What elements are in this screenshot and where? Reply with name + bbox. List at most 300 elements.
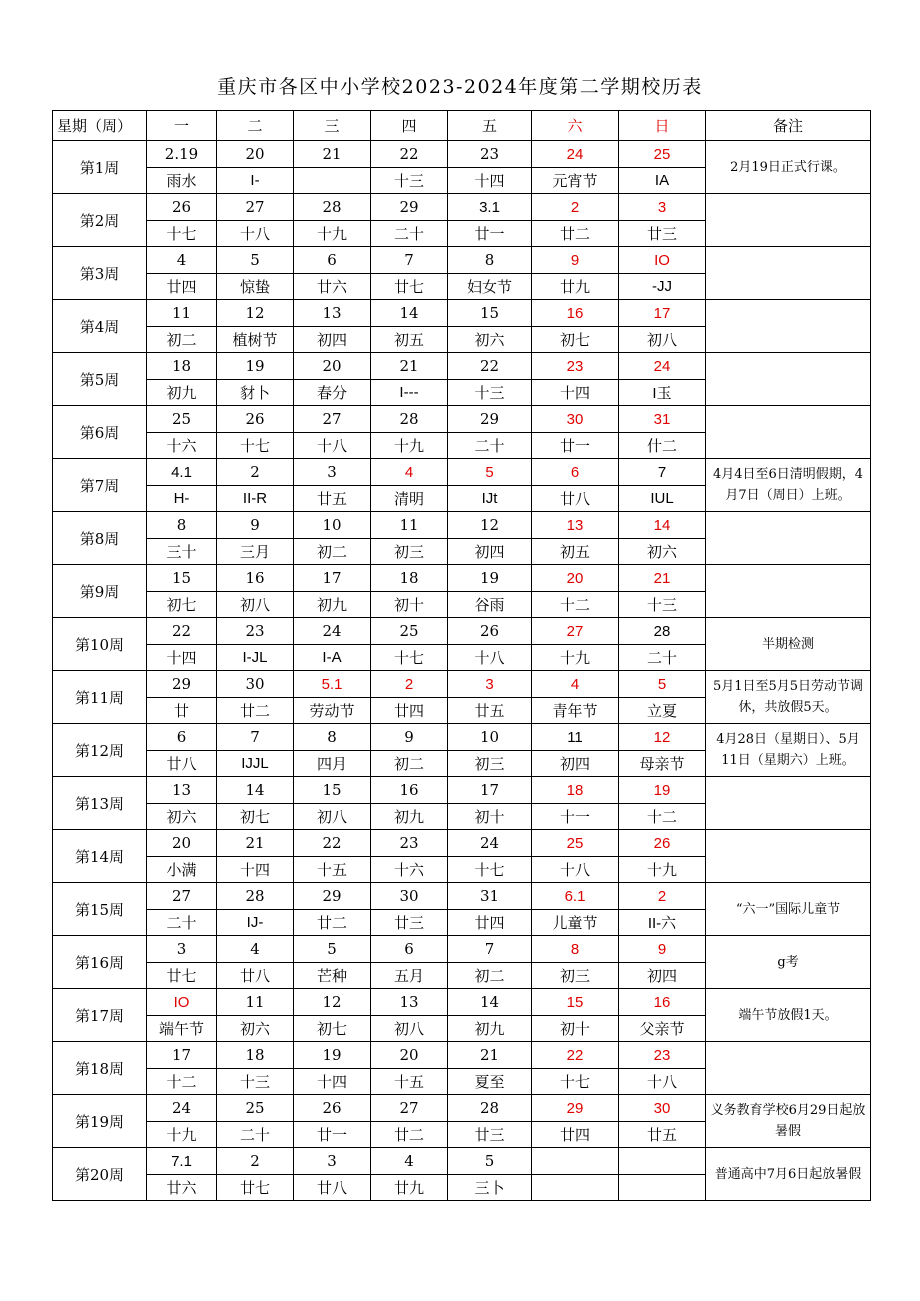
lunar-cell: 端午节 <box>147 1016 217 1042</box>
date-cell: 24 <box>532 141 619 168</box>
date-cell: 14 <box>217 777 294 804</box>
date-cell: 3.1 <box>448 194 532 221</box>
lunar-cell: 初四 <box>448 539 532 565</box>
week-date-row <box>53 1095 871 1122</box>
date-cell: 5 <box>619 671 706 698</box>
date-cell: 8 <box>532 936 619 963</box>
date-cell: 4 <box>371 1148 448 1175</box>
lunar-cell: 立夏 <box>619 698 706 724</box>
note-cell <box>706 565 871 618</box>
lunar-cell: 青年节 <box>532 698 619 724</box>
date-cell: 15 <box>448 300 532 327</box>
date-cell: 31 <box>448 883 532 910</box>
date-cell: 20 <box>147 830 217 857</box>
date-cell: 11 <box>371 512 448 539</box>
date-cell: 26 <box>448 618 532 645</box>
lunar-cell: 廿一 <box>448 221 532 247</box>
lunar-cell: 十八 <box>217 221 294 247</box>
lunar-cell: 十五 <box>294 857 371 883</box>
lunar-cell: 春分 <box>294 380 371 406</box>
date-cell: 15 <box>294 777 371 804</box>
lunar-cell: 初三 <box>448 751 532 777</box>
date-cell: 28 <box>217 883 294 910</box>
date-cell: 26 <box>147 194 217 221</box>
date-cell: 5 <box>448 1148 532 1175</box>
lunar-cell: 十四 <box>448 168 532 194</box>
note-cell <box>706 247 871 300</box>
week-date-row <box>53 247 871 274</box>
note-cell <box>706 353 871 406</box>
lunar-cell: 十九 <box>294 221 371 247</box>
date-cell: 28 <box>294 194 371 221</box>
week-date-row <box>53 618 871 645</box>
date-cell: 24 <box>147 1095 217 1122</box>
date-cell: 22 <box>371 141 448 168</box>
lunar-cell: I--- <box>371 380 448 406</box>
date-cell: 23 <box>217 618 294 645</box>
lunar-cell: I-A <box>294 645 371 671</box>
school-calendar-table <box>52 110 871 1201</box>
lunar-cell: 初三 <box>371 539 448 565</box>
date-cell: 22 <box>294 830 371 857</box>
date-cell: 7.1 <box>147 1148 217 1175</box>
week-date-row <box>53 1148 871 1175</box>
date-cell: 29 <box>448 406 532 433</box>
date-cell <box>619 1148 706 1175</box>
note-cell: 5月1日至5月5日劳动节调休，共放假5天。 <box>706 671 871 724</box>
date-cell: 9 <box>371 724 448 751</box>
lunar-cell: 廿四 <box>147 274 217 300</box>
date-cell: 5.1 <box>294 671 371 698</box>
lunar-cell: 廿五 <box>619 1122 706 1148</box>
date-cell: 18 <box>217 1042 294 1069</box>
lunar-cell: 廿一 <box>532 433 619 459</box>
date-cell: 23 <box>619 1042 706 1069</box>
lunar-cell: 廿九 <box>532 274 619 300</box>
week-date-row <box>53 989 871 1016</box>
lunar-cell: 初七 <box>147 592 217 618</box>
note-cell <box>706 1042 871 1095</box>
week-label: 第13周 <box>53 777 147 830</box>
week-label: 第17周 <box>53 989 147 1042</box>
lunar-cell: 妇女节 <box>448 274 532 300</box>
lunar-cell <box>532 1175 619 1201</box>
lunar-cell: 十二 <box>619 804 706 830</box>
date-cell: 26 <box>619 830 706 857</box>
date-cell: 2.19 <box>147 141 217 168</box>
date-cell: 16 <box>532 300 619 327</box>
date-cell: 15 <box>147 565 217 592</box>
lunar-cell: 初六 <box>217 1016 294 1042</box>
date-cell: 6 <box>371 936 448 963</box>
calendar-body <box>53 141 871 1201</box>
week-label: 第5周 <box>53 353 147 406</box>
date-cell: 16 <box>619 989 706 1016</box>
note-cell <box>706 830 871 883</box>
date-cell: 20 <box>217 141 294 168</box>
lunar-cell: 初十 <box>532 1016 619 1042</box>
note-cell: 普通高中7月6日起放暑假 <box>706 1148 871 1201</box>
date-cell: 7 <box>448 936 532 963</box>
week-date-row <box>53 406 871 433</box>
date-cell: 20 <box>371 1042 448 1069</box>
lunar-cell: 二十 <box>619 645 706 671</box>
header-row <box>53 111 871 141</box>
lunar-cell: 十四 <box>217 857 294 883</box>
date-cell: 25 <box>217 1095 294 1122</box>
date-cell: 19 <box>619 777 706 804</box>
week-label: 第2周 <box>53 194 147 247</box>
lunar-cell: 豺卜 <box>217 380 294 406</box>
lunar-cell: 初十 <box>448 804 532 830</box>
lunar-cell: 十七 <box>217 433 294 459</box>
page-title: 重庆市各区中小学校2023-2024年度第二学期校历表 <box>217 76 703 98</box>
lunar-cell: 初二 <box>371 751 448 777</box>
header-day-wed: 三 <box>294 111 371 141</box>
lunar-cell: 廿四 <box>371 698 448 724</box>
lunar-cell: 廿二 <box>532 221 619 247</box>
lunar-cell: 十八 <box>448 645 532 671</box>
lunar-cell: 初七 <box>294 1016 371 1042</box>
lunar-cell: IJt <box>448 486 532 512</box>
lunar-cell: 初七 <box>532 327 619 353</box>
date-cell: 12 <box>294 989 371 1016</box>
lunar-cell: 初四 <box>532 751 619 777</box>
week-date-row <box>53 830 871 857</box>
date-cell: 2 <box>217 1148 294 1175</box>
week-date-row <box>53 194 871 221</box>
lunar-cell: 初九 <box>147 380 217 406</box>
lunar-cell: 三十 <box>147 539 217 565</box>
lunar-cell: 廿三 <box>448 1122 532 1148</box>
week-date-row <box>53 300 871 327</box>
date-cell: 18 <box>532 777 619 804</box>
date-cell: 29 <box>371 194 448 221</box>
week-label: 第1周 <box>53 141 147 194</box>
lunar-cell: II-R <box>217 486 294 512</box>
lunar-cell: 初四 <box>294 327 371 353</box>
lunar-cell: 十七 <box>448 857 532 883</box>
lunar-cell: 夏至 <box>448 1069 532 1095</box>
date-cell: IO <box>619 247 706 274</box>
date-cell: 30 <box>532 406 619 433</box>
week-date-row <box>53 565 871 592</box>
week-label: 第9周 <box>53 565 147 618</box>
lunar-cell: IJJL <box>217 751 294 777</box>
note-cell <box>706 512 871 565</box>
lunar-cell: 十三 <box>448 380 532 406</box>
note-cell: g考 <box>706 936 871 989</box>
lunar-cell: 十七 <box>371 645 448 671</box>
date-cell: 29 <box>147 671 217 698</box>
date-cell: 7 <box>619 459 706 486</box>
lunar-cell: 十四 <box>532 380 619 406</box>
lunar-cell: 劳动节 <box>294 698 371 724</box>
date-cell: 31 <box>619 406 706 433</box>
lunar-cell: 十三 <box>371 168 448 194</box>
date-cell: 18 <box>371 565 448 592</box>
lunar-cell: 廿六 <box>294 274 371 300</box>
lunar-cell: 廿四 <box>532 1122 619 1148</box>
date-cell: 11 <box>217 989 294 1016</box>
date-cell: 12 <box>217 300 294 327</box>
lunar-cell: IJ- <box>217 910 294 936</box>
date-cell: 27 <box>532 618 619 645</box>
date-cell: 30 <box>371 883 448 910</box>
date-cell <box>532 1148 619 1175</box>
date-cell: 25 <box>147 406 217 433</box>
date-cell: 2 <box>371 671 448 698</box>
date-cell: 13 <box>294 300 371 327</box>
date-cell: 14 <box>371 300 448 327</box>
lunar-cell: 初七 <box>217 804 294 830</box>
lunar-cell: 十二 <box>147 1069 217 1095</box>
date-cell: 22 <box>147 618 217 645</box>
date-cell: 27 <box>147 883 217 910</box>
lunar-cell: 初九 <box>448 1016 532 1042</box>
lunar-cell: 初四 <box>619 963 706 989</box>
date-cell: 25 <box>532 830 619 857</box>
lunar-cell: 廿二 <box>371 1122 448 1148</box>
lunar-cell: 初五 <box>532 539 619 565</box>
note-cell: 义务教育学校6月29日起放暑假 <box>706 1095 871 1148</box>
lunar-cell: 廿三 <box>619 221 706 247</box>
lunar-cell: H- <box>147 486 217 512</box>
date-cell: 9 <box>532 247 619 274</box>
lunar-cell: 十九 <box>371 433 448 459</box>
date-cell: 21 <box>371 353 448 380</box>
week-date-row <box>53 512 871 539</box>
date-cell: 8 <box>294 724 371 751</box>
lunar-cell: 初三 <box>532 963 619 989</box>
week-label: 第10周 <box>53 618 147 671</box>
lunar-cell: 初六 <box>448 327 532 353</box>
lunar-cell: II-六 <box>619 910 706 936</box>
note-cell: 半期检测 <box>706 618 871 671</box>
week-label: 第14周 <box>53 830 147 883</box>
date-cell: 24 <box>448 830 532 857</box>
lunar-cell: 清明 <box>371 486 448 512</box>
lunar-cell: 十九 <box>532 645 619 671</box>
lunar-cell: 十四 <box>147 645 217 671</box>
lunar-cell: IA <box>619 168 706 194</box>
date-cell: 4 <box>217 936 294 963</box>
week-label: 第4周 <box>53 300 147 353</box>
lunar-cell: 十九 <box>619 857 706 883</box>
week-label: 第18周 <box>53 1042 147 1095</box>
week-label: 第20周 <box>53 1148 147 1201</box>
lunar-cell: 十八 <box>619 1069 706 1095</box>
date-cell: 13 <box>147 777 217 804</box>
lunar-cell: 廿八 <box>532 486 619 512</box>
date-cell: 27 <box>294 406 371 433</box>
week-label: 第3周 <box>53 247 147 300</box>
header-day-sun: 日 <box>619 111 706 141</box>
date-cell: 2 <box>217 459 294 486</box>
date-cell: 19 <box>294 1042 371 1069</box>
date-cell: 2 <box>532 194 619 221</box>
lunar-cell: 二十 <box>371 221 448 247</box>
lunar-cell: 廿九 <box>371 1175 448 1201</box>
date-cell: 25 <box>371 618 448 645</box>
week-label: 第7周 <box>53 459 147 512</box>
lunar-cell: 十三 <box>619 592 706 618</box>
week-label: 第8周 <box>53 512 147 565</box>
date-cell: 19 <box>217 353 294 380</box>
header-day-thu: 四 <box>371 111 448 141</box>
header-day-tue: 二 <box>217 111 294 141</box>
date-cell: 10 <box>294 512 371 539</box>
lunar-cell: 初十 <box>371 592 448 618</box>
lunar-cell: 初六 <box>619 539 706 565</box>
lunar-cell: 十六 <box>147 433 217 459</box>
lunar-cell: 初二 <box>448 963 532 989</box>
lunar-cell: 二十 <box>217 1122 294 1148</box>
lunar-cell: 五月 <box>371 963 448 989</box>
date-cell: 16 <box>217 565 294 592</box>
date-cell: 28 <box>371 406 448 433</box>
lunar-cell: 三卜 <box>448 1175 532 1201</box>
date-cell: 15 <box>532 989 619 1016</box>
date-cell: 4 <box>371 459 448 486</box>
note-cell: 端午节放假1天。 <box>706 989 871 1042</box>
date-cell: 19 <box>448 565 532 592</box>
week-label: 第12周 <box>53 724 147 777</box>
lunar-cell: I- <box>217 168 294 194</box>
date-cell: 17 <box>619 300 706 327</box>
lunar-cell: 廿三 <box>371 910 448 936</box>
date-cell: 4.1 <box>147 459 217 486</box>
lunar-cell: 初八 <box>619 327 706 353</box>
lunar-cell: IUL <box>619 486 706 512</box>
lunar-cell: 廿八 <box>217 963 294 989</box>
lunar-cell: 初九 <box>371 804 448 830</box>
week-label: 第15周 <box>53 883 147 936</box>
week-label: 第11周 <box>53 671 147 724</box>
note-cell: 4月4日至6日清明假期，4月7日（周日）上班。 <box>706 459 871 512</box>
lunar-cell: 三月 <box>217 539 294 565</box>
lunar-cell: 初二 <box>294 539 371 565</box>
date-cell: 27 <box>217 194 294 221</box>
lunar-cell: 廿一 <box>294 1122 371 1148</box>
lunar-cell: 初八 <box>294 804 371 830</box>
week-date-row <box>53 883 871 910</box>
date-cell: 22 <box>448 353 532 380</box>
week-label: 第6周 <box>53 406 147 459</box>
date-cell: 28 <box>619 618 706 645</box>
date-cell: 6 <box>532 459 619 486</box>
date-cell: 23 <box>532 353 619 380</box>
lunar-cell: 雨水 <box>147 168 217 194</box>
date-cell: 17 <box>448 777 532 804</box>
date-cell: 17 <box>294 565 371 592</box>
date-cell: 24 <box>294 618 371 645</box>
date-cell: 11 <box>532 724 619 751</box>
lunar-cell: 十八 <box>294 433 371 459</box>
lunar-cell: 二十 <box>147 910 217 936</box>
lunar-cell: 十八 <box>532 857 619 883</box>
date-cell: 6 <box>147 724 217 751</box>
date-cell: 18 <box>147 353 217 380</box>
lunar-cell: 十一 <box>532 804 619 830</box>
lunar-cell: 十七 <box>147 221 217 247</box>
date-cell: 25 <box>619 141 706 168</box>
lunar-cell: 母亲节 <box>619 751 706 777</box>
note-cell: 2月19日正式行课。 <box>706 141 871 194</box>
date-cell: 24 <box>619 353 706 380</box>
date-cell: 3 <box>448 671 532 698</box>
note-cell: “六一”国际儿童节 <box>706 883 871 936</box>
date-cell: 7 <box>217 724 294 751</box>
date-cell: 29 <box>532 1095 619 1122</box>
lunar-cell: 十九 <box>147 1122 217 1148</box>
date-cell: 23 <box>371 830 448 857</box>
date-cell: 4 <box>532 671 619 698</box>
date-cell: 27 <box>371 1095 448 1122</box>
note-cell <box>706 300 871 353</box>
week-date-row <box>53 1042 871 1069</box>
lunar-cell: 十五 <box>371 1069 448 1095</box>
date-cell: 20 <box>294 353 371 380</box>
date-cell: 9 <box>619 936 706 963</box>
lunar-cell: 十七 <box>532 1069 619 1095</box>
week-date-row <box>53 353 871 380</box>
week-date-row <box>53 724 871 751</box>
date-cell: 4 <box>147 247 217 274</box>
date-cell: 12 <box>619 724 706 751</box>
lunar-cell: 初二 <box>147 327 217 353</box>
lunar-cell: 廿 <box>147 698 217 724</box>
lunar-cell: 十六 <box>371 857 448 883</box>
lunar-cell: 二十 <box>448 433 532 459</box>
lunar-cell: 廿四 <box>448 910 532 936</box>
date-cell: 13 <box>371 989 448 1016</box>
date-cell: 9 <box>217 512 294 539</box>
note-cell <box>706 777 871 830</box>
lunar-cell: 儿童节 <box>532 910 619 936</box>
lunar-cell: 廿八 <box>294 1175 371 1201</box>
lunar-cell: I-JL <box>217 645 294 671</box>
date-cell: 22 <box>532 1042 619 1069</box>
lunar-cell: 植树节 <box>217 327 294 353</box>
date-cell: 21 <box>217 830 294 857</box>
lunar-cell <box>294 168 371 194</box>
date-cell: 23 <box>448 141 532 168</box>
header-day-mon: 一 <box>147 111 217 141</box>
lunar-cell: 十三 <box>217 1069 294 1095</box>
week-date-row <box>53 936 871 963</box>
date-cell: 21 <box>448 1042 532 1069</box>
lunar-cell: 谷雨 <box>448 592 532 618</box>
date-cell: 8 <box>147 512 217 539</box>
date-cell: 14 <box>619 512 706 539</box>
date-cell: 11 <box>147 300 217 327</box>
date-cell: 14 <box>448 989 532 1016</box>
date-cell: 26 <box>217 406 294 433</box>
note-cell: 4月28日（星期日）、5月11日（星期六）上班。 <box>706 724 871 777</box>
lunar-cell: 廿二 <box>217 698 294 724</box>
date-cell: 13 <box>532 512 619 539</box>
lunar-cell: 初五 <box>371 327 448 353</box>
date-cell: 2 <box>619 883 706 910</box>
date-cell: 3 <box>294 1148 371 1175</box>
date-cell: 17 <box>147 1042 217 1069</box>
week-date-row <box>53 141 871 168</box>
date-cell: 30 <box>619 1095 706 1122</box>
date-cell: 29 <box>294 883 371 910</box>
date-cell: 30 <box>217 671 294 698</box>
header-week: 星期（周） <box>53 111 147 141</box>
